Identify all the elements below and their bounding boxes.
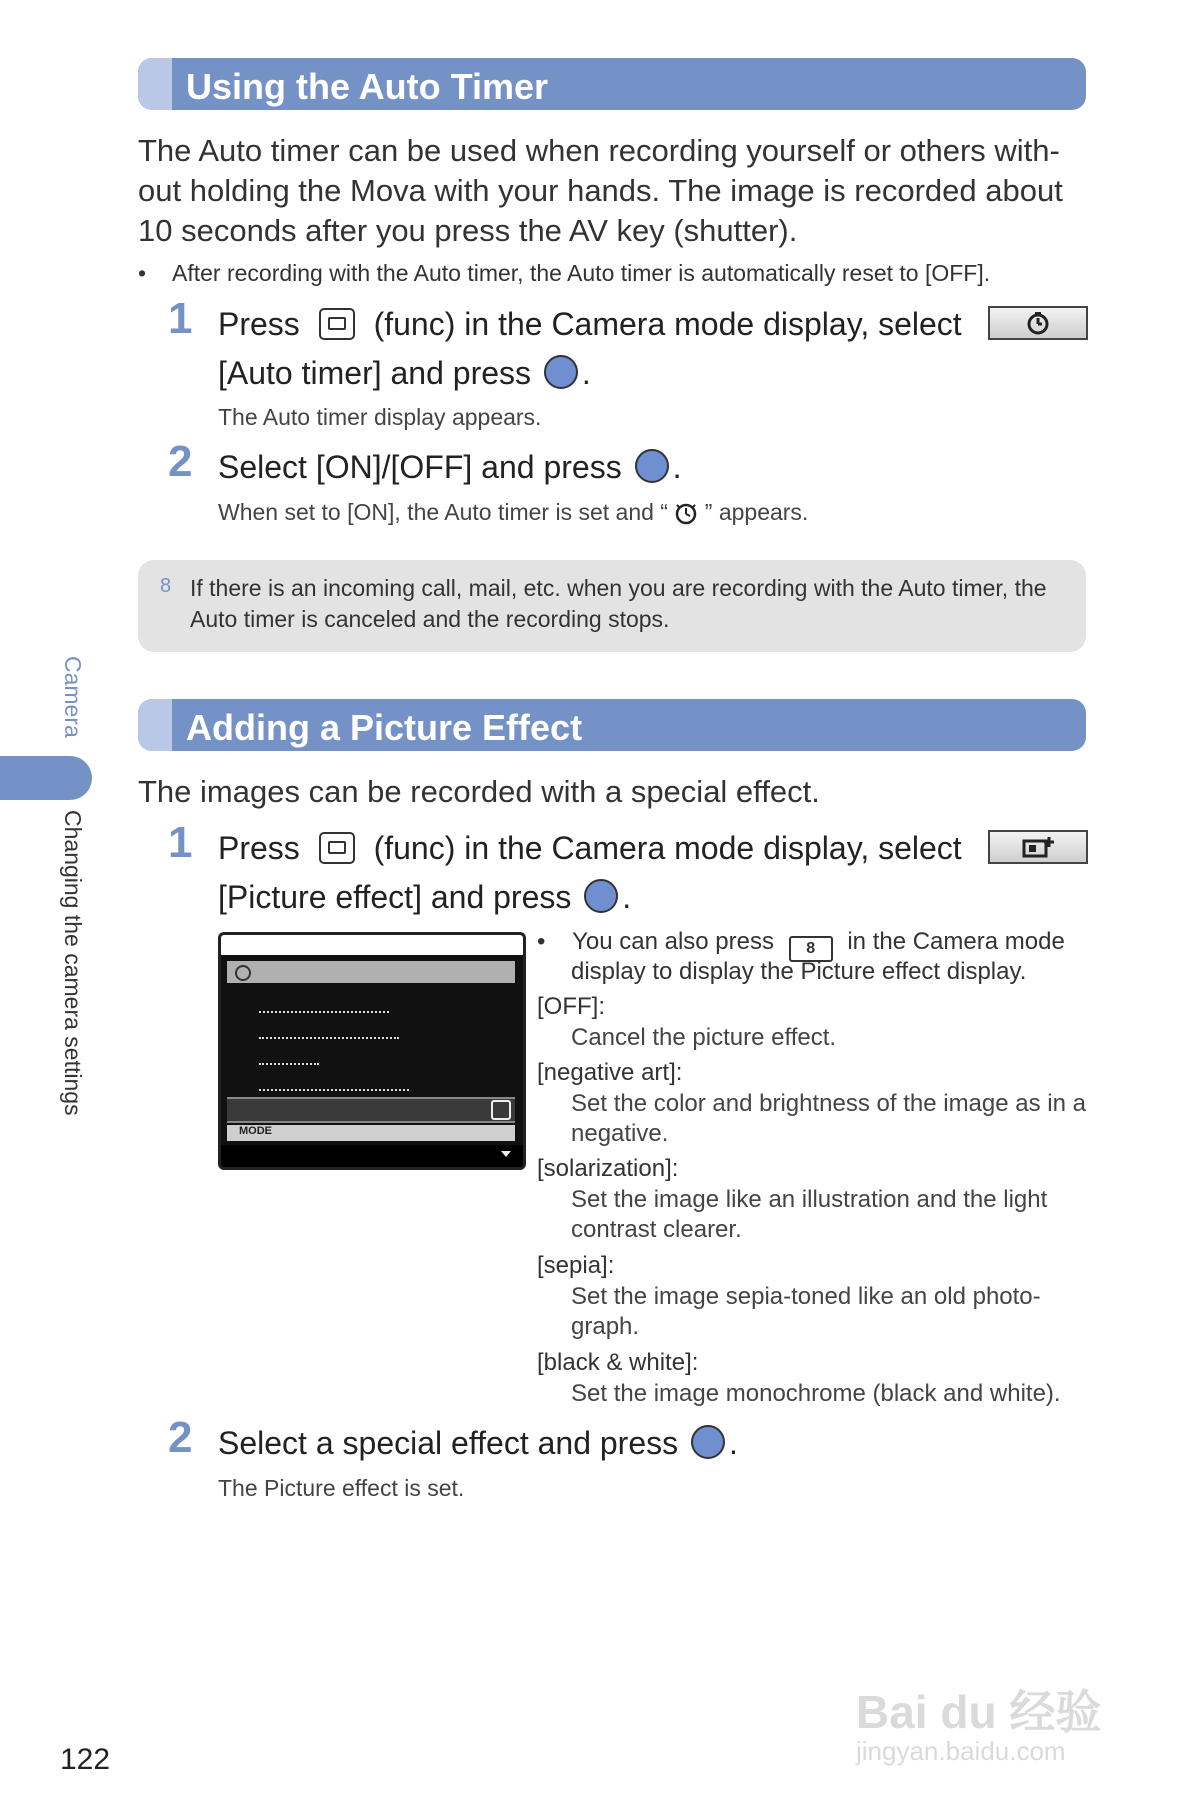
step-text-b: (func) in the Camera mode display, select xyxy=(373,830,962,866)
bullet-dot: • xyxy=(537,928,546,955)
sidebar-chapter: Camera xyxy=(60,656,86,738)
step-instruction xyxy=(218,449,681,486)
option-desc: Set the image sepia-toned like an old photo-graph. xyxy=(571,1283,1041,1340)
bullet-note xyxy=(138,260,990,287)
step-number: 2 xyxy=(168,1413,193,1462)
func-key-icon xyxy=(319,832,355,864)
center-key-icon xyxy=(584,879,618,913)
section-header-picture-effect xyxy=(138,699,1086,751)
step-instruction xyxy=(218,1425,738,1462)
step-instruction xyxy=(218,306,962,343)
watermark-logo: Bai du 经验 xyxy=(856,1686,1102,1738)
step-text-c: [Auto timer] and press xyxy=(218,355,532,391)
header-lip xyxy=(138,58,172,110)
scroll-down-icon xyxy=(501,1151,511,1157)
option-desc: Set the image monochrome (black and white). xyxy=(571,1380,1061,1407)
step-result xyxy=(218,499,808,526)
step-number: 1 xyxy=(168,294,193,343)
step-text-a: Press xyxy=(218,830,300,866)
sidebar-section: Changing the camera settings xyxy=(60,810,86,1116)
chapter-tab xyxy=(0,756,92,800)
screen-softkey-bar xyxy=(221,1145,523,1167)
option-desc: Set the color and brightness of the image as in a negative. xyxy=(571,1090,1086,1147)
screen-title-bar xyxy=(227,961,515,983)
step-instruction-cont xyxy=(218,879,631,916)
step-result: The Picture effect is set. xyxy=(218,1475,465,1501)
screen-top-bar xyxy=(221,935,523,955)
step-text-c: [Picture effect] and press xyxy=(218,879,572,915)
period-glyph: . xyxy=(729,1425,738,1461)
option-desc: Set the image like an illustration and the light contrast clearer. xyxy=(571,1186,1048,1243)
tip-line xyxy=(537,928,1065,962)
note-box xyxy=(138,560,1086,652)
screen-effect-list xyxy=(227,987,515,1093)
center-key-icon xyxy=(691,1425,725,1459)
option-label: [negative art]: xyxy=(537,1059,683,1086)
section-title: Adding a Picture Effect xyxy=(186,707,583,748)
note-text: If there is an incoming call, mail, etc. when you are recording with the Auto timer, the Auto timer is canceled and the recording stops. xyxy=(190,575,1047,632)
step-text-a: Press xyxy=(218,306,300,342)
header-lip xyxy=(138,699,172,751)
period-glyph: . xyxy=(622,879,632,915)
note-mark-icon: 8 xyxy=(160,575,172,597)
key-8-icon: 8 xyxy=(789,936,833,962)
screen-tab-bar xyxy=(227,1125,515,1141)
period-glyph: . xyxy=(672,449,682,485)
step-result-a: When set to [ON], the Auto timer is set and “ xyxy=(218,499,668,525)
option-label: [OFF]: xyxy=(537,993,605,1020)
picture-effect-screen xyxy=(218,932,526,1170)
section-header-auto-timer xyxy=(138,58,1086,110)
screen-list-item xyxy=(259,1049,319,1065)
timer-icon xyxy=(1025,311,1051,335)
bullet-dot: • xyxy=(138,260,147,286)
screen-check-icon xyxy=(491,1100,511,1120)
picture-effect-icon xyxy=(1021,835,1055,859)
func-key-icon xyxy=(319,308,355,340)
step-number: 2 xyxy=(168,437,193,486)
step-text: Select [ON]/[OFF] and press xyxy=(218,449,622,485)
page-number: 122 xyxy=(60,1743,111,1776)
option-label: [black & white]: xyxy=(537,1349,699,1376)
tip-text-b: in the Camera mode xyxy=(847,928,1065,955)
step-result-b: ” appears. xyxy=(704,499,809,525)
step-text: Select a special effect and press xyxy=(218,1425,679,1461)
option-label: [solarization]: xyxy=(537,1155,679,1182)
screen-list-item xyxy=(259,1023,399,1039)
screen-mode-tab: MODE xyxy=(239,1125,272,1137)
timer-menu-icon xyxy=(988,306,1088,340)
section-title: Using the Auto Timer xyxy=(186,66,549,107)
auto-timer-indicator-icon xyxy=(674,501,698,525)
step-result: The Auto timer display appears. xyxy=(218,404,542,430)
screen-timer-icon xyxy=(235,965,251,981)
picture-effect-menu-icon xyxy=(988,830,1088,864)
option-desc: Cancel the picture effect. xyxy=(571,1024,837,1051)
watermark-url: jingyan.baidu.com xyxy=(856,1736,1066,1766)
bullet-text: After recording with the Auto timer, the Auto timer is automatically reset to [OFF]. xyxy=(172,260,991,286)
step-instruction xyxy=(218,830,962,867)
step-number: 1 xyxy=(168,818,193,867)
period-glyph: . xyxy=(581,355,591,391)
step-instruction-cont xyxy=(218,355,591,392)
screen-selected-row xyxy=(227,1097,515,1123)
screen-list-item xyxy=(259,997,389,1013)
screen-list-item xyxy=(259,1075,409,1091)
intro-paragraph: The images can be recorded with a special effect. xyxy=(138,774,820,809)
tip-text-c: display to display the Picture effect display. xyxy=(571,958,1027,985)
tip-text-a: You can also press xyxy=(572,928,774,955)
center-key-icon xyxy=(635,449,669,483)
intro-paragraph: The Auto timer can be used when recording yourself or others with-out holding the Mova with your hands. The image is recorded about 10 seconds after you press the AV key (shutter). xyxy=(138,133,1063,248)
option-label: [sepia]: xyxy=(537,1252,615,1279)
center-key-icon xyxy=(544,355,578,389)
step-text-b: (func) in the Camera mode display, select xyxy=(373,306,962,342)
